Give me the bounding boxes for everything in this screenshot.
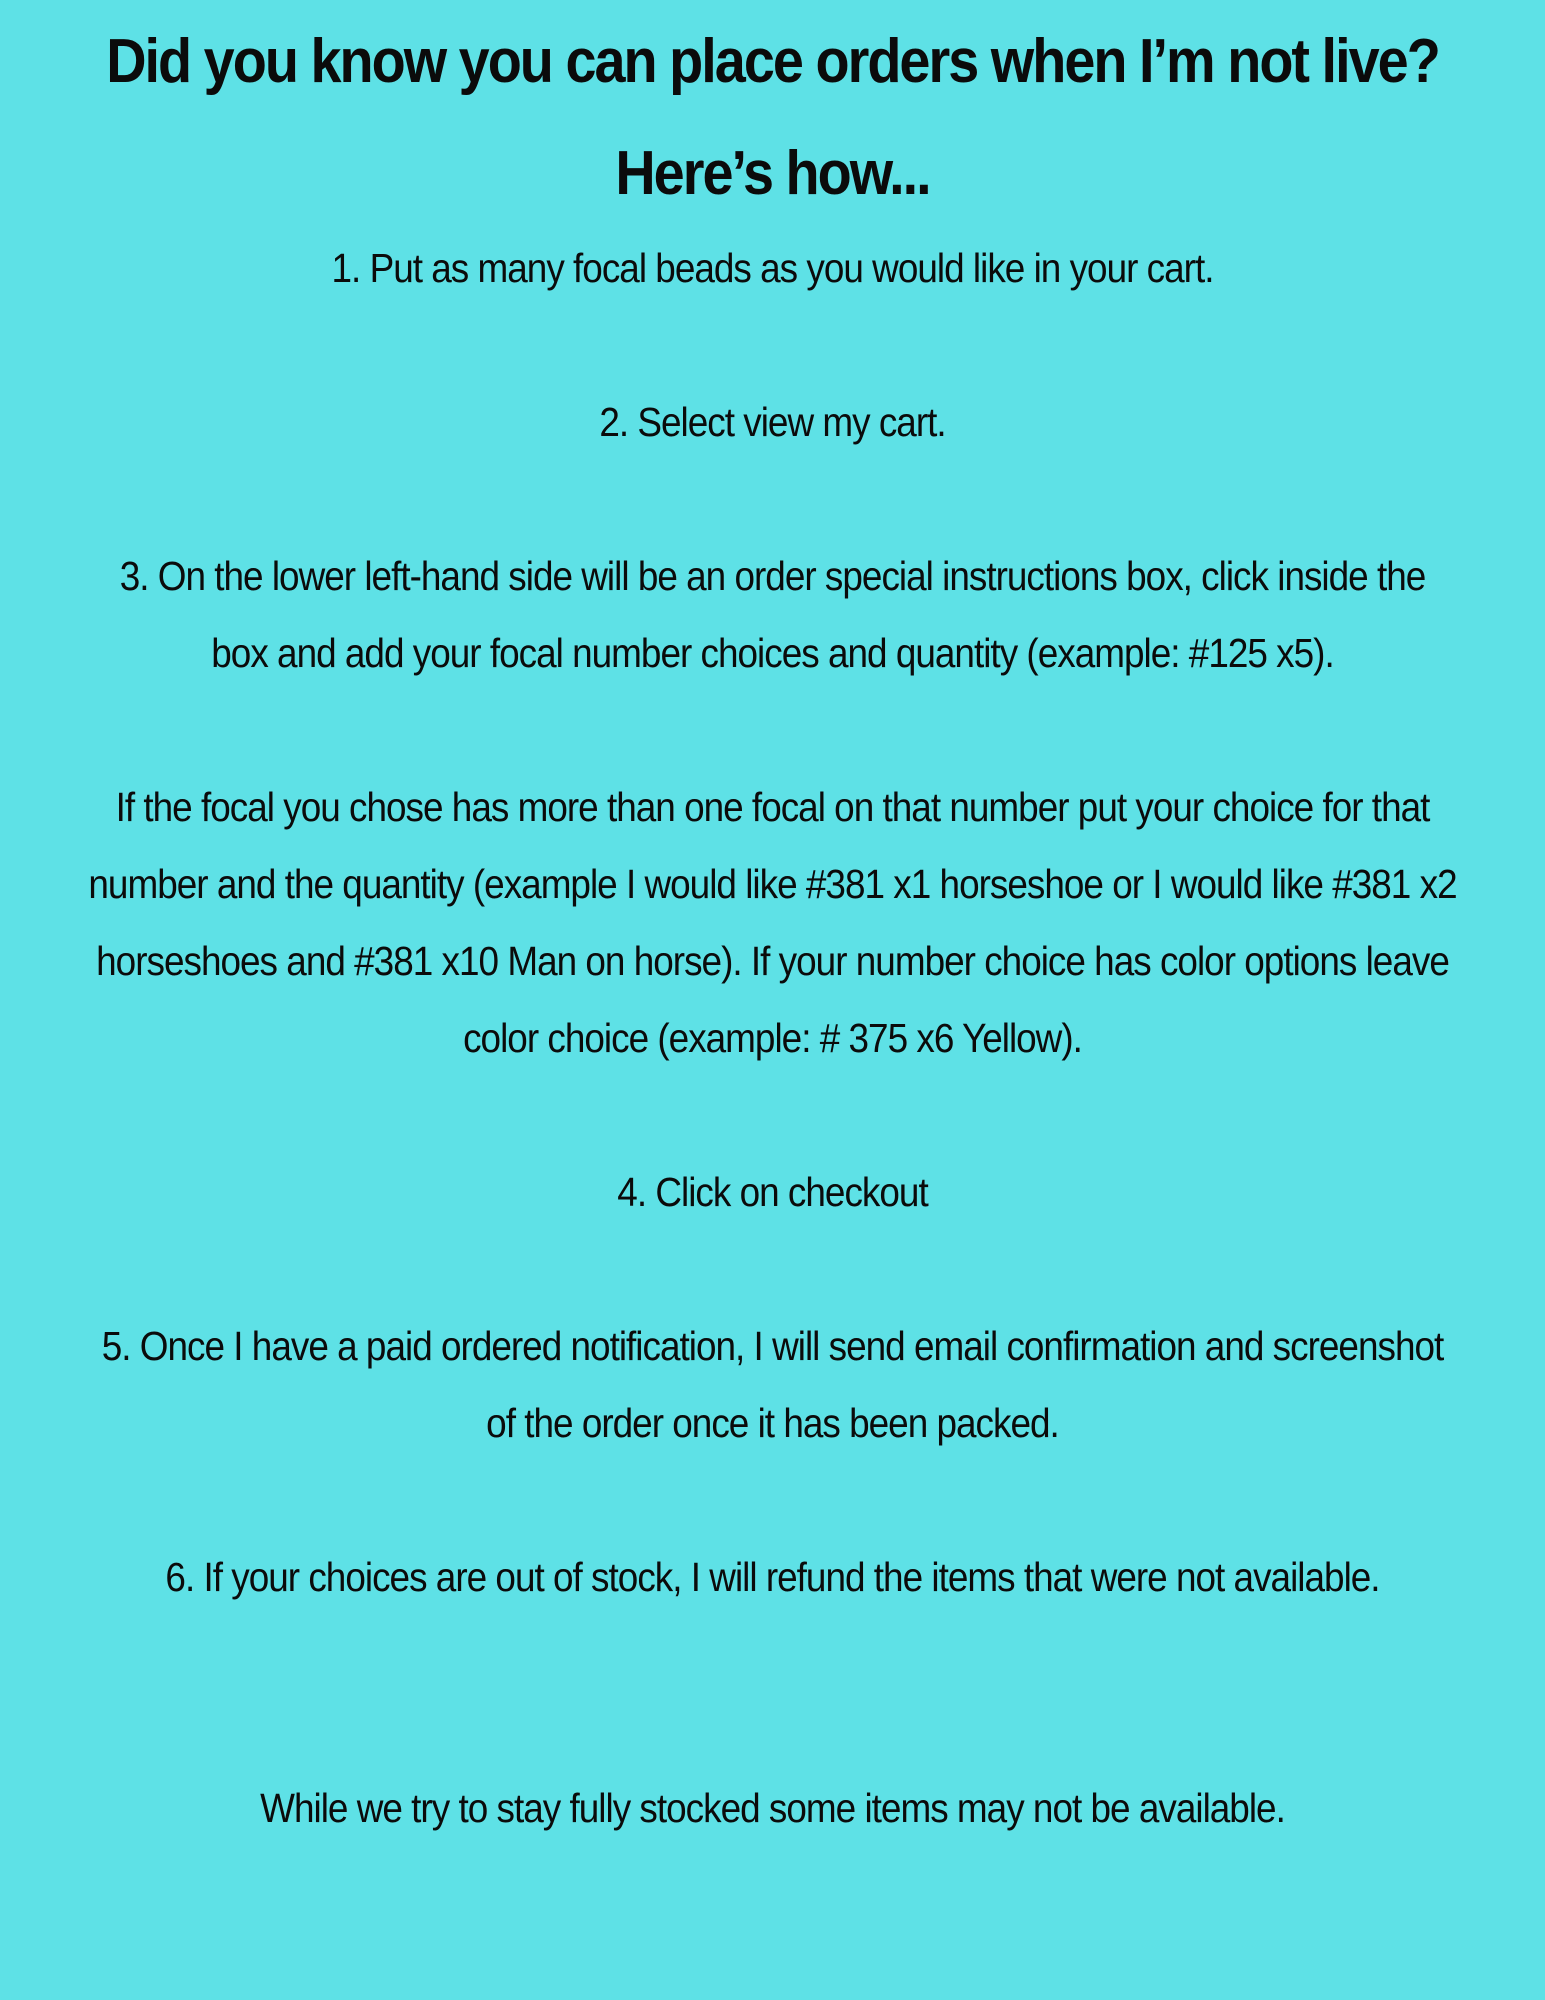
step-4-text: 4. Click on checkout bbox=[617, 1169, 928, 1215]
step-6 bbox=[86, 1539, 1459, 1616]
step-1 bbox=[86, 230, 1459, 307]
page-title bbox=[86, 0, 1459, 230]
title-line-1: Did you know you can place orders when I’m not live? bbox=[106, 27, 1439, 96]
spacer bbox=[10, 1077, 1535, 1154]
step-5 bbox=[86, 1308, 1459, 1462]
step-2-text: 2. Select view my cart. bbox=[599, 399, 946, 445]
note-line-3: horseshoes and #381 x10 Man on horse). If your number choice has color options leave bbox=[96, 938, 1449, 984]
step-3-line-1: 3. On the lower left-hand side will be an order special instructions box, click inside the bbox=[119, 553, 1426, 599]
note-line-1: If the focal you chose has more than one focal on that number put your choice for that bbox=[115, 784, 1430, 830]
spacer bbox=[10, 1231, 1535, 1308]
stock-note bbox=[86, 1770, 1459, 1847]
step-5-line-1: 5. Once I have a paid ordered notification, I will send email confirmation and screenshot bbox=[101, 1323, 1444, 1369]
stock-note-text: While we try to stay fully stocked some items may not be available. bbox=[260, 1785, 1285, 1831]
step-3-note bbox=[86, 769, 1459, 1077]
step-3 bbox=[86, 538, 1459, 692]
step-5-line-2: of the order once it has been packed. bbox=[486, 1400, 1059, 1446]
step-3-line-2: box and add your focal number choices and quantity (example: #125 x5). bbox=[211, 630, 1334, 676]
steps-list bbox=[10, 230, 1535, 1847]
note-line-2: number and the quantity (example I would like #381 x1 horseshoe or I would like #381 x2 bbox=[88, 861, 1457, 907]
step-2 bbox=[86, 384, 1459, 461]
spacer bbox=[10, 307, 1535, 384]
spacer bbox=[10, 461, 1535, 538]
step-1-text: 1. Put as many focal beads as you would like in your cart. bbox=[331, 245, 1214, 291]
step-4 bbox=[86, 1154, 1459, 1231]
spacer bbox=[10, 692, 1535, 769]
step-6-text: 6. If your choices are out of stock, I will refund the items that were not available. bbox=[165, 1554, 1380, 1600]
spacer bbox=[10, 1616, 1535, 1770]
title-line-2: Here’s how... bbox=[615, 139, 930, 208]
spacer bbox=[10, 1462, 1535, 1539]
note-line-4: color choice (example: # 375 x6 Yellow). bbox=[463, 1015, 1082, 1061]
